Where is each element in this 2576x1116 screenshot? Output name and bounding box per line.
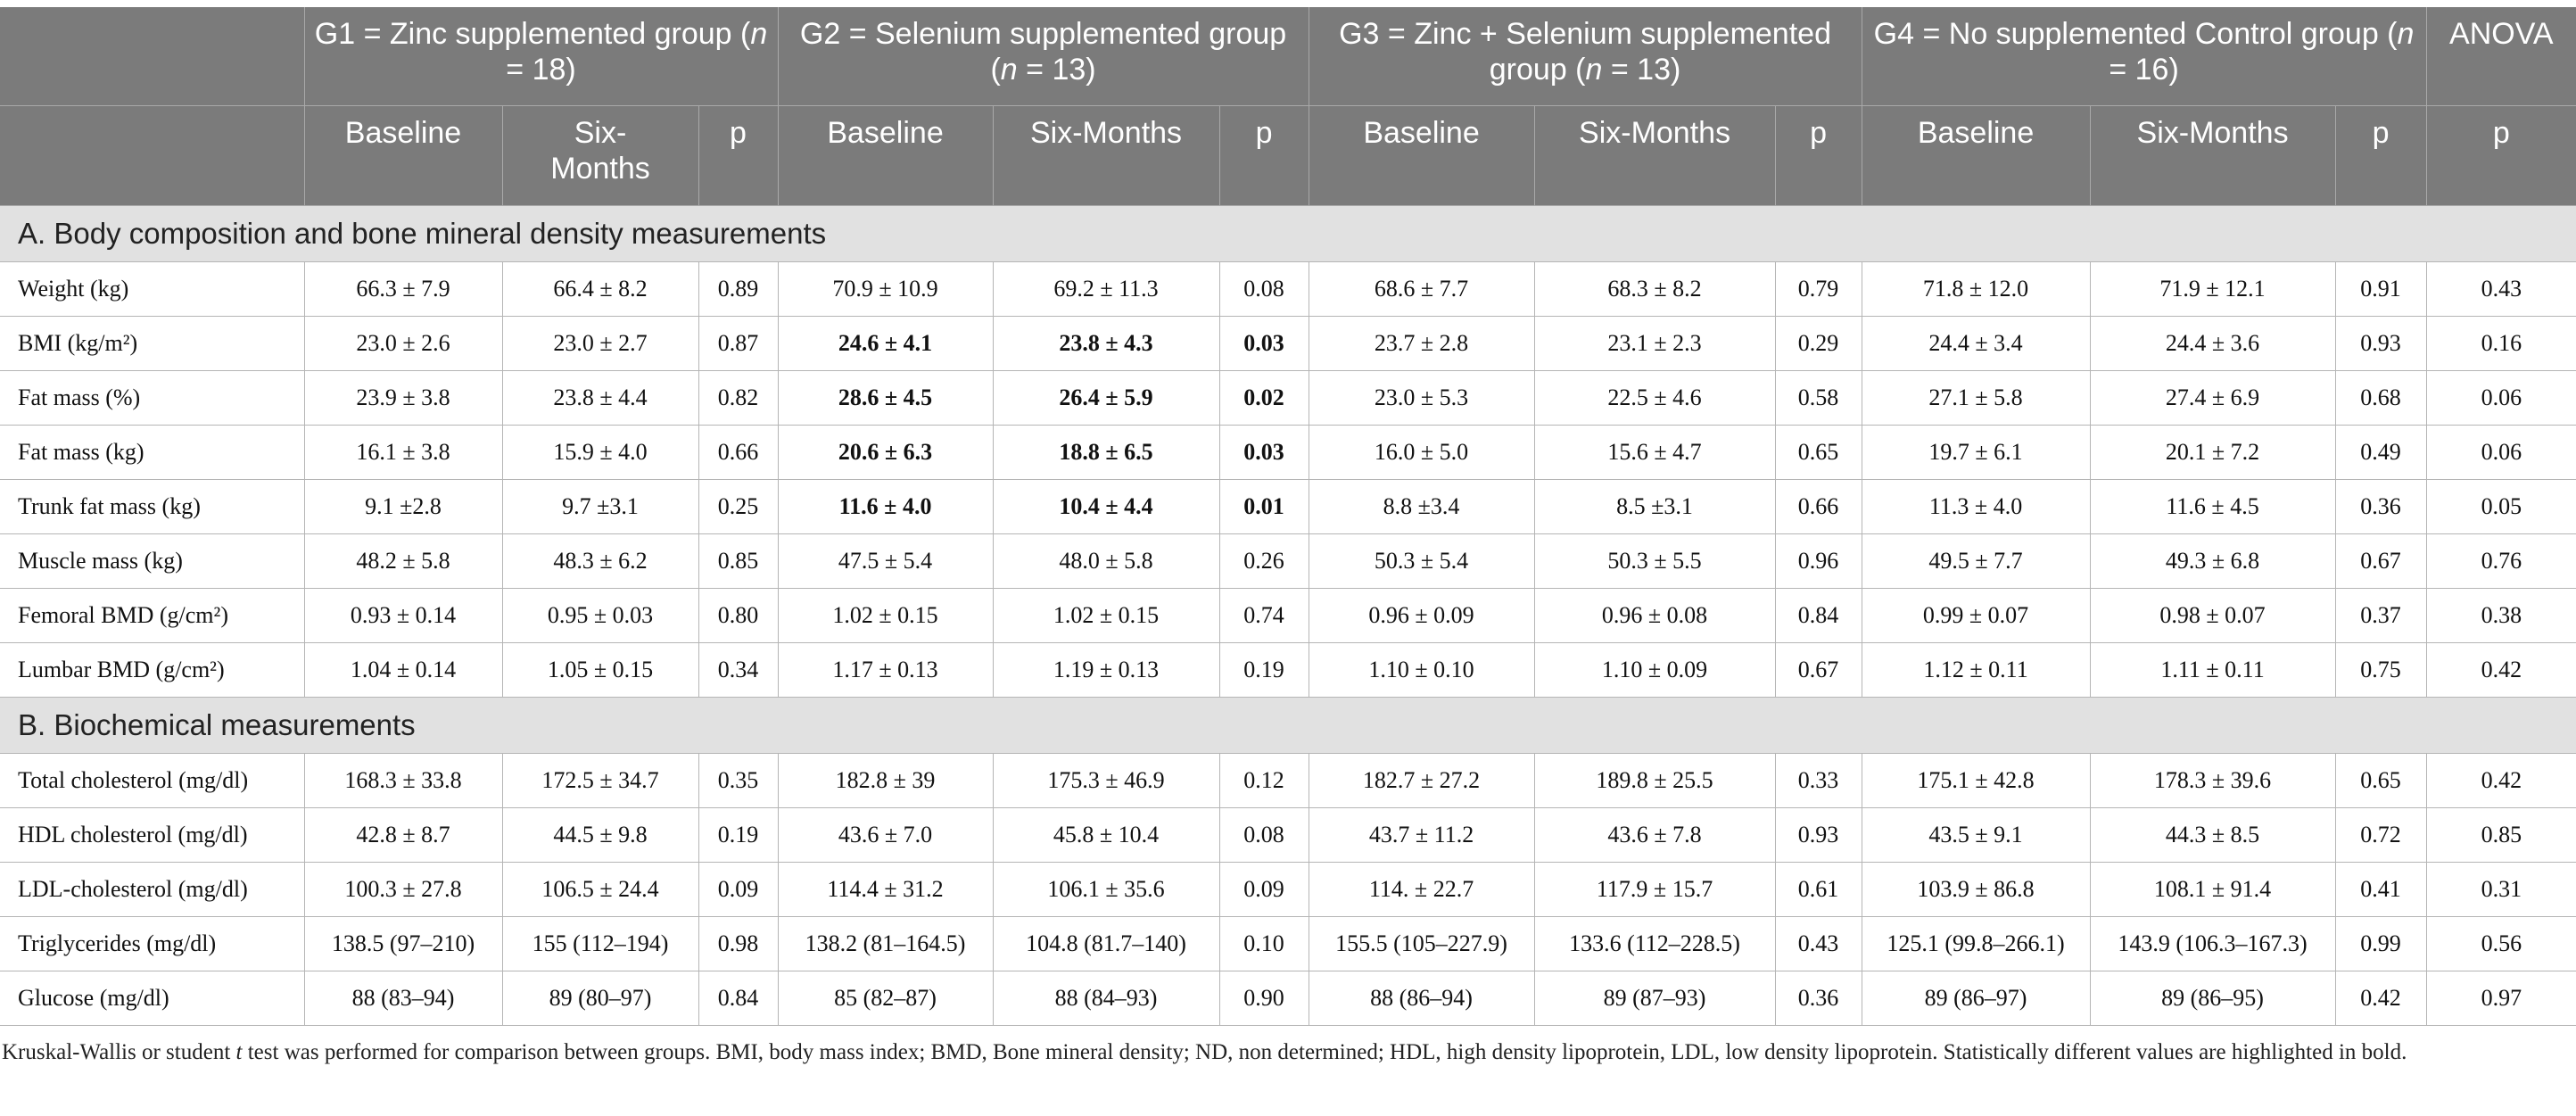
row-label: Fat mass (kg) <box>0 426 304 480</box>
table-cell: 0.10 <box>1219 917 1309 971</box>
table-cell: 0.96 ± 0.09 <box>1309 589 1534 643</box>
table-cell: 0.67 <box>1775 643 1862 698</box>
table-cell: 0.43 <box>1775 917 1862 971</box>
header-row-subcolumns <box>0 106 2576 206</box>
table-cell: 0.87 <box>698 317 778 371</box>
table-row <box>0 426 2576 480</box>
table-cell: 23.0 ± 2.6 <box>304 317 502 371</box>
table-cell: 26.4 ± 5.9 <box>993 371 1219 426</box>
header-anova-p: p <box>2426 106 2576 206</box>
table-cell: 106.1 ± 35.6 <box>993 863 1219 917</box>
row-label: BMI (kg/m²) <box>0 317 304 371</box>
row-label: LDL-cholesterol (mg/dl) <box>0 863 304 917</box>
table-cell: 23.1 ± 2.3 <box>1534 317 1775 371</box>
table-row <box>0 589 2576 643</box>
table-cell: 24.4 ± 3.6 <box>2090 317 2335 371</box>
table-cell: 1.10 ± 0.09 <box>1534 643 1775 698</box>
table-cell: 0.33 <box>1775 754 1862 808</box>
table-cell: 0.29 <box>1775 317 1862 371</box>
table-cell: 0.75 <box>2335 643 2426 698</box>
table-cell: 23.8 ± 4.4 <box>502 371 698 426</box>
table-row <box>0 808 2576 863</box>
table-cell: 0.42 <box>2335 971 2426 1026</box>
table-cell: 0.43 <box>2426 262 2576 317</box>
section-header-row <box>0 206 2576 262</box>
table-cell: 85 (82–87) <box>778 971 993 1026</box>
table-cell: 20.6 ± 6.3 <box>778 426 993 480</box>
table-row <box>0 971 2576 1026</box>
table-cell: 11.6 ± 4.5 <box>2090 480 2335 534</box>
table-cell: 49.3 ± 6.8 <box>2090 534 2335 589</box>
table-cell: 43.7 ± 11.2 <box>1309 808 1534 863</box>
table-cell: 0.19 <box>1219 643 1309 698</box>
table-cell: 8.8 ±3.4 <box>1309 480 1534 534</box>
table-cell: 0.67 <box>2335 534 2426 589</box>
row-label: Triglycerides (mg/dl) <box>0 917 304 971</box>
table-row <box>0 480 2576 534</box>
table-cell: 0.05 <box>2426 480 2576 534</box>
table-cell: 0.36 <box>2335 480 2426 534</box>
row-label: Total cholesterol (mg/dl) <box>0 754 304 808</box>
table-cell: 155.5 (105–227.9) <box>1309 917 1534 971</box>
table-cell: 0.66 <box>698 426 778 480</box>
table-cell: 182.8 ± 39 <box>778 754 993 808</box>
table-cell: 0.93 <box>1775 808 1862 863</box>
table-cell: 50.3 ± 5.5 <box>1534 534 1775 589</box>
table-row <box>0 317 2576 371</box>
table-cell: 0.76 <box>2426 534 2576 589</box>
table-cell: 0.36 <box>1775 971 1862 1026</box>
table-cell: 68.6 ± 7.7 <box>1309 262 1534 317</box>
table-cell: 104.8 (81.7–140) <box>993 917 1219 971</box>
table-cell: 88 (84–93) <box>993 971 1219 1026</box>
header-row-groups <box>0 7 2576 106</box>
table-cell: 182.7 ± 27.2 <box>1309 754 1534 808</box>
table-cell: 18.8 ± 6.5 <box>993 426 1219 480</box>
table-cell: 0.89 <box>698 262 778 317</box>
header-p: p <box>698 106 778 206</box>
table-cell: 0.26 <box>1219 534 1309 589</box>
header-p: p <box>1775 106 1862 206</box>
section-title: A. Body composition and bone mineral density measurements <box>0 206 2576 262</box>
table-cell: 8.5 ±3.1 <box>1534 480 1775 534</box>
row-label: Femoral BMD (g/cm²) <box>0 589 304 643</box>
table-cell: 0.16 <box>2426 317 2576 371</box>
table-cell: 0.82 <box>698 371 778 426</box>
table-cell: 28.6 ± 4.5 <box>778 371 993 426</box>
table-cell: 0.97 <box>2426 971 2576 1026</box>
table-cell: 103.9 ± 86.8 <box>1862 863 2090 917</box>
table-cell: 23.9 ± 3.8 <box>304 371 502 426</box>
header-baseline: Baseline <box>304 106 502 206</box>
header-anova: ANOVA <box>2426 7 2576 106</box>
table-cell: 27.4 ± 6.9 <box>2090 371 2335 426</box>
table-cell: 43.6 ± 7.0 <box>778 808 993 863</box>
table-cell: 117.9 ± 15.7 <box>1534 863 1775 917</box>
table-cell: 0.35 <box>698 754 778 808</box>
table-row <box>0 643 2576 698</box>
table-cell: 43.6 ± 7.8 <box>1534 808 1775 863</box>
table-cell: 45.8 ± 10.4 <box>993 808 1219 863</box>
row-label: Muscle mass (kg) <box>0 534 304 589</box>
table-cell: 0.80 <box>698 589 778 643</box>
table-cell: 1.19 ± 0.13 <box>993 643 1219 698</box>
table-row <box>0 534 2576 589</box>
table-cell: 44.3 ± 8.5 <box>2090 808 2335 863</box>
table-cell: 66.4 ± 8.2 <box>502 262 698 317</box>
table-cell: 0.34 <box>698 643 778 698</box>
table-cell: 100.3 ± 27.8 <box>304 863 502 917</box>
header-p: p <box>2335 106 2426 206</box>
table-cell: 0.08 <box>1219 808 1309 863</box>
table-body <box>0 206 2576 1026</box>
table-cell: 1.04 ± 0.14 <box>304 643 502 698</box>
table-cell: 11.6 ± 4.0 <box>778 480 993 534</box>
section-title: B. Biochemical measurements <box>0 698 2576 754</box>
table-cell: 0.01 <box>1219 480 1309 534</box>
table-cell: 89 (80–97) <box>502 971 698 1026</box>
header-baseline: Baseline <box>1862 106 2090 206</box>
table-cell: 88 (83–94) <box>304 971 502 1026</box>
table-cell: 155 (112–194) <box>502 917 698 971</box>
table-cell: 114. ± 22.7 <box>1309 863 1534 917</box>
table-cell: 24.6 ± 4.1 <box>778 317 993 371</box>
table-cell: 0.61 <box>1775 863 1862 917</box>
header-group-2: G2 = Selenium supplemented group (n = 13) <box>778 7 1309 106</box>
header-group-1: G1 = Zinc supplemented group (n = 18) <box>304 7 778 106</box>
table-cell: 44.5 ± 9.8 <box>502 808 698 863</box>
table-cell: 0.25 <box>698 480 778 534</box>
table-row <box>0 371 2576 426</box>
table-cell: 189.8 ± 25.5 <box>1534 754 1775 808</box>
row-label: Glucose (mg/dl) <box>0 971 304 1026</box>
table-cell: 106.5 ± 24.4 <box>502 863 698 917</box>
table-cell: 0.74 <box>1219 589 1309 643</box>
table-cell: 0.41 <box>2335 863 2426 917</box>
table-cell: 27.1 ± 5.8 <box>1862 371 2090 426</box>
table-cell: 43.5 ± 9.1 <box>1862 808 2090 863</box>
table-cell: 1.02 ± 0.15 <box>993 589 1219 643</box>
table-cell: 0.42 <box>2426 754 2576 808</box>
table-cell: 68.3 ± 8.2 <box>1534 262 1775 317</box>
table-cell: 66.3 ± 7.9 <box>304 262 502 317</box>
table-row <box>0 917 2576 971</box>
header-group-3: G3 = Zinc + Selenium supplemented group (n = 13) <box>1309 7 1862 106</box>
table-cell: 143.9 (106.3–167.3) <box>2090 917 2335 971</box>
table-cell: 0.09 <box>1219 863 1309 917</box>
table-cell: 71.8 ± 12.0 <box>1862 262 2090 317</box>
table-cell: 1.17 ± 0.13 <box>778 643 993 698</box>
table-cell: 69.2 ± 11.3 <box>993 262 1219 317</box>
table-cell: 15.6 ± 4.7 <box>1534 426 1775 480</box>
table-cell: 0.03 <box>1219 317 1309 371</box>
table-cell: 23.8 ± 4.3 <box>993 317 1219 371</box>
table-cell: 133.6 (112–228.5) <box>1534 917 1775 971</box>
header-six-months: Six-Months <box>2090 106 2335 206</box>
table-cell: 1.05 ± 0.15 <box>502 643 698 698</box>
row-label: HDL cholesterol (mg/dl) <box>0 808 304 863</box>
table-cell: 0.65 <box>2335 754 2426 808</box>
table-cell: 0.08 <box>1219 262 1309 317</box>
table-cell: 1.02 ± 0.15 <box>778 589 993 643</box>
header-six-months: Six-Months <box>1534 106 1775 206</box>
table-cell: 114.4 ± 31.2 <box>778 863 993 917</box>
table-cell: 89 (86–95) <box>2090 971 2335 1026</box>
table-cell: 48.3 ± 6.2 <box>502 534 698 589</box>
table-cell: 0.03 <box>1219 426 1309 480</box>
table-cell: 71.9 ± 12.1 <box>2090 262 2335 317</box>
table-cell: 178.3 ± 39.6 <box>2090 754 2335 808</box>
table-cell: 11.3 ± 4.0 <box>1862 480 2090 534</box>
row-label: Trunk fat mass (kg) <box>0 480 304 534</box>
table-cell: 47.5 ± 5.4 <box>778 534 993 589</box>
table-cell: 9.7 ±3.1 <box>502 480 698 534</box>
table-cell: 10.4 ± 4.4 <box>993 480 1219 534</box>
header-six-months: Six-Months <box>502 106 698 206</box>
table-cell: 0.93 <box>2335 317 2426 371</box>
table-cell: 70.9 ± 10.9 <box>778 262 993 317</box>
table-cell: 175.3 ± 46.9 <box>993 754 1219 808</box>
table-cell: 1.11 ± 0.11 <box>2090 643 2335 698</box>
table-footnote: Kruskal-Wallis or student t test was performed for comparison between groups. BMI, body mass index; BMD, Bone mineral density; ND, non determined; HDL, high density lipoprotein, LDL, low density lipoprotein. Statistically different values are highlighted in bold. <box>2 1040 2407 1064</box>
row-label: Lumbar BMD (g/cm²) <box>0 643 304 698</box>
section-header-row <box>0 698 2576 754</box>
table-cell: 0.12 <box>1219 754 1309 808</box>
table-cell: 16.1 ± 3.8 <box>304 426 502 480</box>
data-table <box>0 7 2576 1026</box>
table-cell: 0.85 <box>698 534 778 589</box>
row-label: Weight (kg) <box>0 262 304 317</box>
table-cell: 89 (87–93) <box>1534 971 1775 1026</box>
table-cell: 49.5 ± 7.7 <box>1862 534 2090 589</box>
table-cell: 0.31 <box>2426 863 2576 917</box>
table-row <box>0 262 2576 317</box>
table-cell: 0.49 <box>2335 426 2426 480</box>
table-cell: 22.5 ± 4.6 <box>1534 371 1775 426</box>
table-cell: 20.1 ± 7.2 <box>2090 426 2335 480</box>
table-cell: 24.4 ± 3.4 <box>1862 317 2090 371</box>
table-cell: 0.90 <box>1219 971 1309 1026</box>
table-cell: 48.2 ± 5.8 <box>304 534 502 589</box>
table-cell: 0.66 <box>1775 480 1862 534</box>
table-cell: 0.84 <box>1775 589 1862 643</box>
table-cell: 125.1 (99.8–266.1) <box>1862 917 2090 971</box>
table-cell: 42.8 ± 8.7 <box>304 808 502 863</box>
table-cell: 23.0 ± 2.7 <box>502 317 698 371</box>
table-cell: 0.56 <box>2426 917 2576 971</box>
table-cell: 0.84 <box>698 971 778 1026</box>
table-cell: 0.98 <box>698 917 778 971</box>
table-cell: 9.1 ±2.8 <box>304 480 502 534</box>
header-empty-cell <box>0 7 304 106</box>
table-cell: 0.79 <box>1775 262 1862 317</box>
table-cell: 23.7 ± 2.8 <box>1309 317 1534 371</box>
table-cell: 175.1 ± 42.8 <box>1862 754 2090 808</box>
table-cell: 48.0 ± 5.8 <box>993 534 1219 589</box>
table-cell: 172.5 ± 34.7 <box>502 754 698 808</box>
table-cell: 0.38 <box>2426 589 2576 643</box>
table-cell: 16.0 ± 5.0 <box>1309 426 1534 480</box>
table-cell: 1.12 ± 0.11 <box>1862 643 2090 698</box>
table-cell: 138.2 (81–164.5) <box>778 917 993 971</box>
table-cell: 0.99 <box>2335 917 2426 971</box>
table-cell: 0.65 <box>1775 426 1862 480</box>
table-cell: 0.02 <box>1219 371 1309 426</box>
table-cell: 0.91 <box>2335 262 2426 317</box>
header-p: p <box>1219 106 1309 206</box>
table-cell: 0.09 <box>698 863 778 917</box>
table-cell: 88 (86–94) <box>1309 971 1534 1026</box>
header-baseline: Baseline <box>778 106 993 206</box>
table-cell: 0.72 <box>2335 808 2426 863</box>
table-cell: 0.58 <box>1775 371 1862 426</box>
table-cell: 138.5 (97–210) <box>304 917 502 971</box>
table-cell: 0.96 ± 0.08 <box>1534 589 1775 643</box>
table-cell: 0.99 ± 0.07 <box>1862 589 2090 643</box>
header-baseline: Baseline <box>1309 106 1534 206</box>
table-cell: 0.96 <box>1775 534 1862 589</box>
table-row <box>0 863 2576 917</box>
table-cell: 0.37 <box>2335 589 2426 643</box>
table-cell: 168.3 ± 33.8 <box>304 754 502 808</box>
table-cell: 0.95 ± 0.03 <box>502 589 698 643</box>
table-cell: 1.10 ± 0.10 <box>1309 643 1534 698</box>
table-cell: 15.9 ± 4.0 <box>502 426 698 480</box>
table-cell: 0.93 ± 0.14 <box>304 589 502 643</box>
table-row <box>0 754 2576 808</box>
header-group-4: G4 = No supplemented Control group (n = 16) <box>1862 7 2426 106</box>
table-cell: 0.98 ± 0.07 <box>2090 589 2335 643</box>
header-six-months: Six-Months <box>993 106 1219 206</box>
table-cell: 0.68 <box>2335 371 2426 426</box>
table-cell: 0.06 <box>2426 426 2576 480</box>
table-cell: 50.3 ± 5.4 <box>1309 534 1534 589</box>
table-cell: 0.19 <box>698 808 778 863</box>
table-cell: 0.85 <box>2426 808 2576 863</box>
header-empty-cell <box>0 106 304 206</box>
table-cell: 108.1 ± 91.4 <box>2090 863 2335 917</box>
table-cell: 89 (86–97) <box>1862 971 2090 1026</box>
table-cell: 0.06 <box>2426 371 2576 426</box>
table-cell: 23.0 ± 5.3 <box>1309 371 1534 426</box>
table-cell: 19.7 ± 6.1 <box>1862 426 2090 480</box>
row-label: Fat mass (%) <box>0 371 304 426</box>
table-cell: 0.42 <box>2426 643 2576 698</box>
